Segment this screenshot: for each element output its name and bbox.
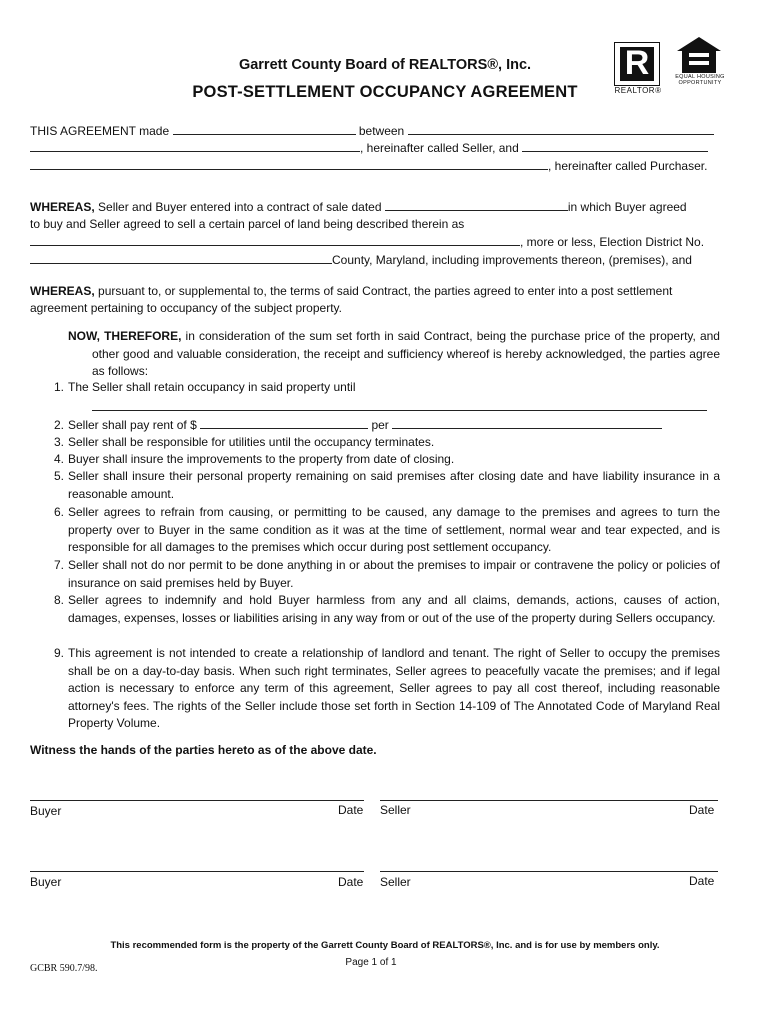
whereas-1-text-c: to buy and Seller agreed to sell a certain parcel of land being described therein as: [30, 217, 465, 231]
whereas-1-text-e: County, Maryland, including improvements thereon, (premises), and: [332, 253, 692, 267]
clause-number: 2.: [53, 418, 64, 432]
equal-housing-icon: [675, 35, 723, 75]
whereas-2-lead: WHEREAS,: [30, 284, 95, 298]
purchaser-name-field[interactable]: [30, 169, 548, 170]
clause-8: [53, 592, 720, 627]
occupancy-until-field[interactable]: [92, 396, 707, 411]
whereas-1-text-d: , more or less, Election District No.: [520, 235, 705, 249]
whereas-2-text: pursuant to, or supplemental to, the terms of said Contract, the parties agreed to enter into a post settlement: [98, 284, 673, 298]
whereas-1-line-3: [30, 234, 742, 251]
footer-notice: This recommended form is the property of the Garrett County Board of REALTORS®, Inc. and is for use by members only.: [110, 940, 660, 951]
purchaser-label: , hereinafter called Purchaser.: [548, 159, 708, 173]
buyer-2-date-label: Date: [338, 875, 364, 889]
whereas-2-text-2: agreement pertaining to occupancy of the subject property.: [30, 301, 342, 315]
equal-housing-label: EQUAL HOUSING OPPORTUNITY: [675, 74, 725, 86]
now-therefore-text: in consideration of the sum set forth in said Contract, being the purchase price of the property, and other good and valuable consideration, the receipt and sufficiency whereof is hereby acknowledged, the parties agree as follows:: [92, 329, 720, 378]
clause-text: The Seller shall retain occupancy in said property until: [68, 380, 356, 394]
document-title: POST-SETTLEMENT OCCUPANCY AGREEMENT: [192, 83, 578, 101]
clause-text: Seller agrees to indemnify and hold Buyer harmless from any and all claims, demands, actions, causes of action, damages, expenses, losses or liabilities arising in any way from or out of the use of the property during Sellers occupancy.: [68, 593, 720, 625]
clause-7: [53, 557, 720, 592]
clause-text: Buyer shall insure the improvements to the property from date of closing.: [68, 452, 455, 466]
land-description-field[interactable]: [30, 245, 520, 246]
whereas-2-line-2: [30, 300, 742, 317]
buyer-1-label: Buyer: [30, 804, 62, 818]
clause-6: [53, 504, 720, 557]
clause-2: [53, 417, 720, 435]
seller-1-date-label: Date: [689, 803, 715, 817]
now-therefore-lead: NOW, THEREFORE,: [68, 329, 182, 343]
clause-number: 7.: [53, 558, 64, 572]
county-field[interactable]: [30, 263, 332, 264]
clause-1: [53, 379, 720, 397]
witness-statement: Witness the hands of the parties hereto as of the above date.: [30, 743, 377, 757]
seller-name-field[interactable]: [30, 151, 360, 152]
clause-text: Seller agrees to refrain from causing, or permitting to be caused, any damage to the premises and agrees to turn the property over to Buyer in the same condition as it was at the time of settlement, normal wear and tear expected, and is responsible for all damages to the premises which occur during post settlement occupancy.: [68, 505, 720, 554]
page-number: Page 1 of 1: [345, 957, 397, 968]
clause-number: 5.: [53, 469, 64, 483]
clause-number: 3.: [53, 435, 64, 449]
realtor-logo: [614, 42, 660, 86]
purchaser-line: [30, 158, 742, 175]
agreement-made-line: [30, 123, 742, 140]
seller-2-date-label: Date: [689, 874, 715, 888]
whereas-1-text-a: Seller and Buyer entered into a contract of sale dated: [98, 200, 382, 214]
organization-name: Garrett County Board of REALTORS®, Inc.: [238, 57, 532, 73]
rent-amount-field[interactable]: [200, 428, 368, 429]
now-therefore-paragraph: [68, 328, 720, 381]
seller-1-signature-line[interactable]: [380, 800, 718, 801]
party-b-field[interactable]: [522, 151, 708, 152]
clause-number: 6.: [53, 505, 64, 519]
clause-text: Seller shall not do nor permit to be done anything in or about the premises to impair or contravene the policy or policies of insurance on said premises held by Buyer.: [68, 558, 720, 590]
between-label: between: [358, 124, 405, 138]
rent-label: Seller shall pay rent of $: [68, 418, 197, 432]
party-a-field[interactable]: [408, 134, 714, 135]
buyer-1-signature-line[interactable]: [30, 800, 364, 801]
clause-3: [53, 434, 720, 452]
contract-date-field[interactable]: [385, 210, 568, 211]
seller-label: , hereinafter called Seller, and: [360, 141, 519, 155]
seller-2-label: Seller: [380, 875, 411, 889]
buyer-1-date-label: Date: [338, 803, 364, 817]
clause-5: [53, 468, 720, 503]
whereas-lead: WHEREAS,: [30, 200, 95, 214]
whereas-1-text-b: in which Buyer agreed: [567, 200, 687, 214]
clause-number: 9.: [53, 646, 64, 660]
clause-number: 4.: [53, 452, 64, 466]
seller-1-label: Seller: [380, 803, 411, 817]
clause-9: [53, 645, 720, 733]
rent-period-field[interactable]: [392, 428, 662, 429]
per-label: per: [371, 418, 389, 432]
date-made-field[interactable]: [173, 134, 356, 135]
clause-number: 8.: [53, 593, 64, 607]
form-code: GCBR 590.7/98.: [30, 963, 98, 974]
whereas-1-line-2: [30, 216, 742, 233]
clause-text: This agreement is not intended to create a relationship of landlord and tenant. The right of Seller to occupy the premises shall be on a day-to-day basis. When such right terminates, Seller agrees to peacefully vacate the premises; and if legal action is necessary to enforce any term of this agreement, Seller agrees to pay all cost thereof, including reasonable attorney's fees. The rights of the Seller include those set forth in Section 14-109 of The Annotated Code of Maryland Real Property Volume.: [68, 646, 720, 730]
whereas-2-line-1: [30, 283, 742, 300]
buyer-2-label: Buyer: [30, 875, 62, 889]
clause-number: 1.: [53, 380, 64, 394]
realtor-logo-letter: R: [624, 44, 650, 82]
whereas-1-line-4: [30, 252, 742, 269]
clause-text: Seller shall be responsible for utilities until the occupancy terminates.: [68, 435, 435, 449]
seller-line: [30, 140, 742, 157]
clause-4: [53, 451, 720, 469]
seller-2-signature-line[interactable]: [380, 871, 718, 872]
clause-text: Seller shall insure their personal property remaining on said premises after closing date and have liability insurance in a reasonable amount.: [68, 469, 720, 501]
made-label: THIS AGREEMENT made: [30, 124, 170, 138]
whereas-1-line-1: [30, 199, 742, 216]
realtor-logo-label: REALTOR®: [614, 86, 662, 95]
buyer-2-signature-line[interactable]: [30, 871, 364, 872]
